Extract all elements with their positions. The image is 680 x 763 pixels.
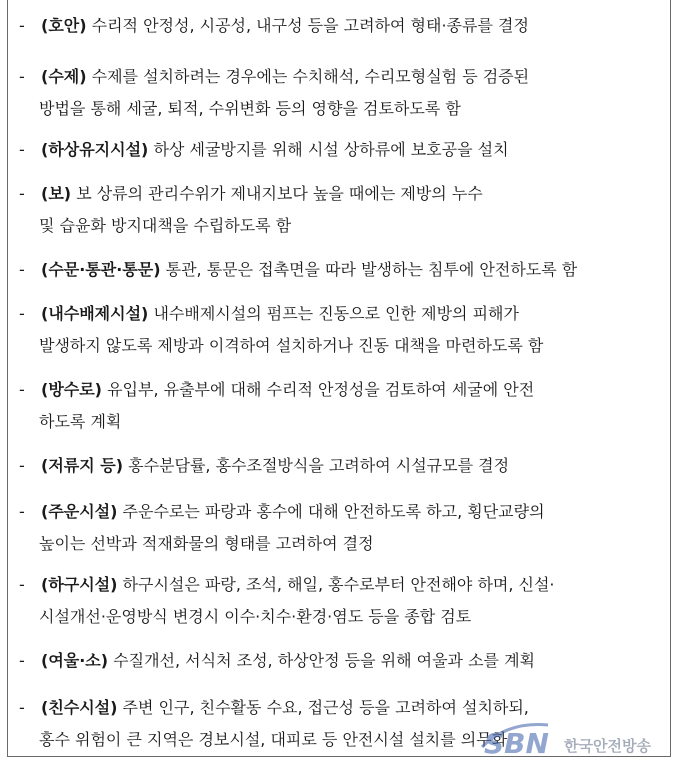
- logo-lettering: SBN: [484, 727, 549, 757]
- item-text: 통관, 통문은 접촉면을 따라 발생하는 침투에 안전하도록 함: [165, 260, 578, 279]
- item-line: [7, 254, 671, 286]
- list-item-bo: [7, 178, 671, 242]
- list-item-hasang: [7, 134, 671, 166]
- item-line-continuation: 높이는 선박과 적재화물의 형태를 고려하여 결정: [39, 534, 374, 553]
- item-line: [7, 10, 671, 42]
- list-item-juun: [7, 496, 671, 560]
- list-item-hagu: [7, 569, 671, 633]
- item-text: 하상 세굴방지를 위해 시설 상하류에 보호공을 설치: [153, 140, 509, 159]
- bullet-dash: -: [19, 380, 25, 399]
- item-line-continuation: 하도록 계획: [39, 412, 122, 431]
- bullet-dash: -: [19, 698, 25, 717]
- item-term: (저류지 등): [41, 456, 124, 475]
- bullet-dash: -: [19, 304, 25, 323]
- item-line-continuation: 발생하지 않도록 제방과 이격하여 설치하거나 진동 대책을 마련하도록 함: [39, 336, 544, 355]
- item-line: [7, 496, 671, 528]
- item-text: 주운수로는 파랑과 홍수에 대해 안전하도록 하고, 횡단교량의: [122, 502, 545, 521]
- bullet-dash: -: [19, 575, 25, 594]
- item-term: (주운시설): [41, 502, 118, 521]
- bullet-dash: -: [19, 16, 25, 35]
- item-text: 유입부, 유출부에 대해 수리적 안정성을 검토하여 세굴에 안전: [107, 380, 535, 399]
- item-line-continuation: 시설개선·운영방식 변경시 이수·치수·환경·염도 등을 종합 검토: [39, 607, 472, 626]
- item-text: 수제를 설치하려는 경우에는 수치해석, 수리모형실험 등 검증된: [91, 67, 530, 86]
- item-line: [7, 450, 671, 482]
- item-term: (하상유지시설): [41, 140, 149, 159]
- item-text: 내수배제시설의 펌프는 진동으로 인한 제방의 피해가: [153, 304, 519, 323]
- item-line-continuation: 홍수 위험이 큰 지역은 경보시설, 대피로 등 안전시설 설치를 의무화: [39, 730, 508, 749]
- list-item-suje: [7, 61, 671, 125]
- item-text: 수리적 안정성, 시공성, 내구성 등을 고려하여 형태·종류를 결정: [91, 16, 529, 35]
- list-item-bangsuro: [7, 374, 671, 438]
- item-text: 홍수분담률, 홍수조절방식을 고려하여 시설규모를 결정: [128, 456, 510, 475]
- item-term: (내수배제시설): [41, 304, 149, 323]
- item-text: 보 상류의 관리수위가 제내지보다 높을 때에는 제방의 누수: [76, 184, 483, 203]
- item-line: [7, 645, 671, 677]
- item-term: (보): [41, 184, 72, 203]
- item-term: (호안): [41, 16, 87, 35]
- list-item-jeoryuji: [7, 450, 671, 482]
- item-line: [7, 178, 671, 210]
- bullet-dash: -: [19, 502, 25, 521]
- item-line-continuation: 방법을 통해 세굴, 퇴적, 수위변화 등의 영향을 검토하도록 함: [39, 99, 461, 118]
- list-item-sumun: [7, 254, 671, 286]
- item-text: 주변 인구, 친수활동 수요, 접근성 등을 고려하여 설치하되,: [122, 698, 529, 717]
- item-term: (하구시설): [41, 575, 118, 594]
- bullet-dash: -: [19, 260, 25, 279]
- item-text: 수질개선, 서식처 조성, 하상안정 등을 위해 여울과 소를 계획: [113, 651, 535, 670]
- bullet-dash: -: [19, 67, 25, 86]
- item-line: [7, 298, 671, 330]
- list-item-hoan: [7, 10, 671, 42]
- bullet-dash: -: [19, 456, 25, 475]
- item-term: (수문·통관·통문): [41, 260, 161, 279]
- bullet-dash: -: [19, 140, 25, 159]
- item-term: (여울·소): [41, 651, 109, 670]
- watermark-brand-name: 한국안전방송: [564, 737, 651, 755]
- item-text: 하구시설은 파랑, 조석, 해일, 홍수로부터 안전해야 하며, 신설·: [122, 575, 555, 594]
- item-term: (수제): [41, 67, 87, 86]
- sbn-logo-icon: [478, 717, 568, 757]
- list-item-yeoul: [7, 645, 671, 677]
- item-line: [7, 569, 671, 601]
- item-line: [7, 374, 671, 406]
- item-term: (친수시설): [41, 698, 118, 717]
- bullet-dash: -: [19, 651, 25, 670]
- item-term: (방수로): [41, 380, 102, 399]
- bullet-dash: -: [19, 184, 25, 203]
- sbn-watermark: [478, 715, 678, 759]
- item-line-continuation: 및 습윤화 방지대책을 수립하도록 함: [39, 216, 292, 235]
- item-line: [7, 61, 671, 93]
- list-item-naesu: [7, 298, 671, 362]
- item-line: [7, 134, 671, 166]
